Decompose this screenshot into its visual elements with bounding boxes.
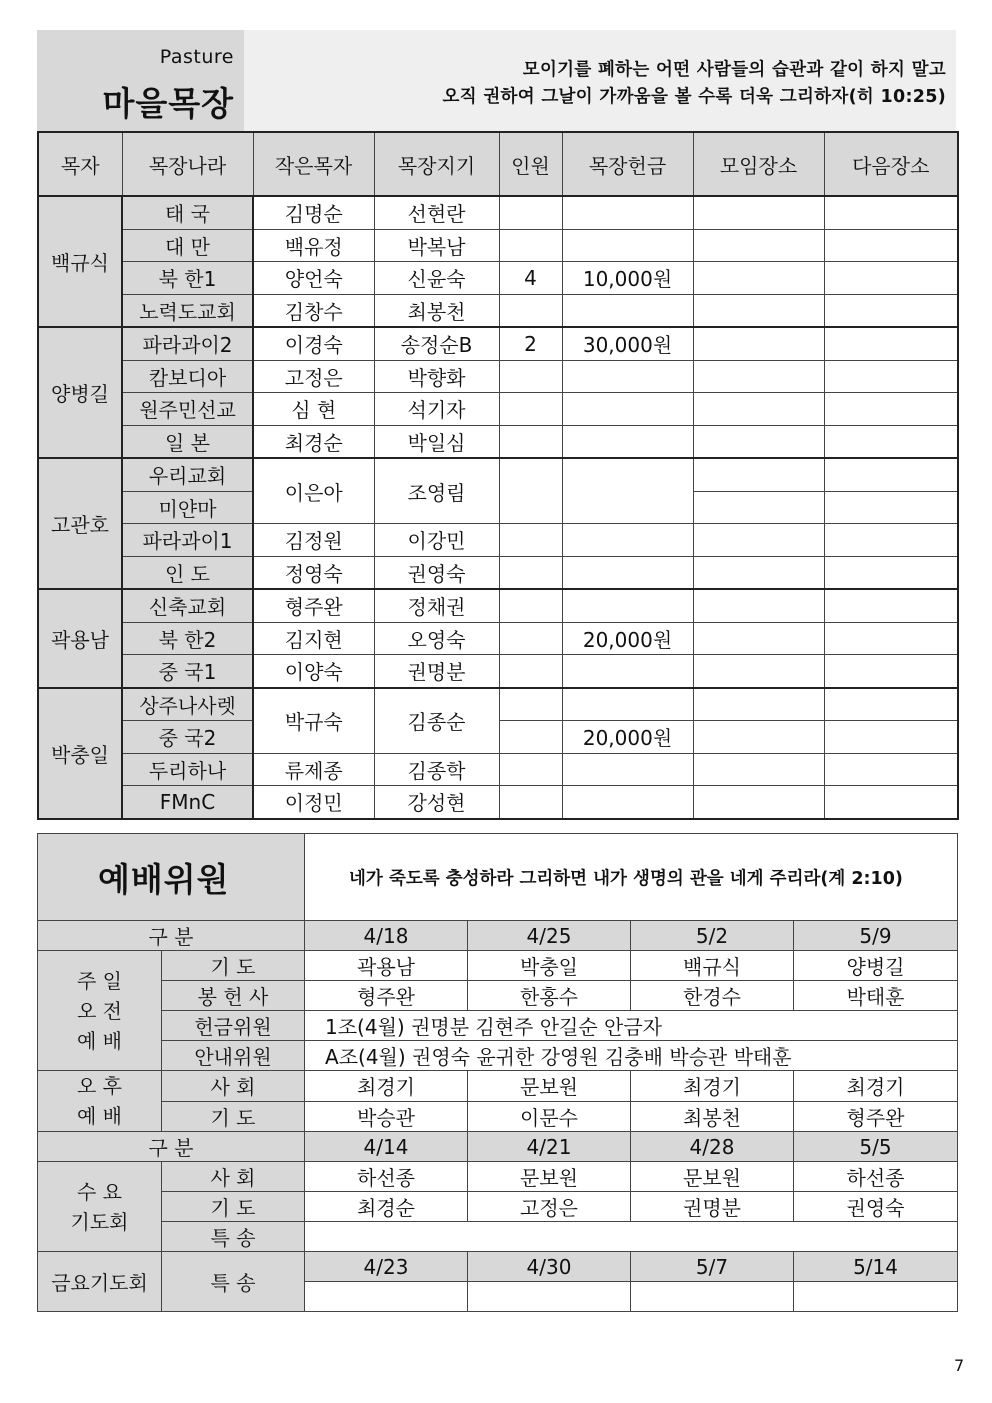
small-pastor-cell: 박규숙 bbox=[253, 688, 374, 754]
header-cell: 목장지기 bbox=[374, 132, 499, 196]
worship-table bbox=[37, 833, 958, 1312]
name-cell: 한홍수 bbox=[468, 981, 631, 1011]
nation-cell: 중 국2 bbox=[122, 721, 253, 754]
name-cell: 최경순 bbox=[305, 1192, 468, 1222]
next-place-cell bbox=[824, 196, 958, 229]
offering-cell bbox=[562, 524, 693, 557]
afternoon-host-row bbox=[38, 1071, 958, 1102]
header-cell: 목자 bbox=[38, 132, 122, 196]
table-row bbox=[38, 393, 958, 426]
friday-date-row bbox=[38, 1252, 958, 1282]
keeper-cell: 박향화 bbox=[374, 360, 499, 393]
next-place-cell bbox=[824, 393, 958, 426]
header-cell: 목장나라 bbox=[122, 132, 253, 196]
next-place-cell bbox=[824, 327, 958, 360]
offering-cell bbox=[562, 556, 693, 589]
meeting-place-cell bbox=[693, 655, 824, 688]
verse-line-2: 오직 권하여 그날이 가까움을 볼 수록 더욱 그리하자(히 10:25) bbox=[442, 87, 946, 107]
name-cell: 형주완 bbox=[305, 981, 468, 1011]
date-cell: 5/5 bbox=[794, 1132, 958, 1162]
table-row bbox=[38, 327, 958, 360]
name-cell: 권명분 bbox=[631, 1192, 794, 1222]
count-cell bbox=[499, 556, 562, 589]
count-cell bbox=[499, 294, 562, 327]
next-place-cell bbox=[824, 655, 958, 688]
name-cell: 박태훈 bbox=[794, 981, 958, 1011]
empty-cell bbox=[794, 1282, 958, 1312]
count-cell bbox=[499, 393, 562, 426]
pasture-table bbox=[37, 131, 959, 820]
small-pastor-cell: 이은아 bbox=[253, 458, 374, 524]
division-label: 구 분 bbox=[38, 921, 305, 951]
offering-cell bbox=[562, 786, 693, 819]
next-place-cell bbox=[824, 622, 958, 655]
keeper-cell: 권영숙 bbox=[374, 556, 499, 589]
sunday-group-label bbox=[38, 951, 162, 1071]
date-cell: 4/18 bbox=[305, 921, 468, 951]
keeper-cell: 오영숙 bbox=[374, 622, 499, 655]
meeting-place-cell bbox=[693, 327, 824, 360]
next-place-cell bbox=[824, 229, 958, 262]
page-number: 7 bbox=[954, 1356, 965, 1375]
meeting-place-cell bbox=[693, 721, 824, 754]
count-cell bbox=[499, 524, 562, 557]
meeting-place-cell bbox=[693, 491, 824, 524]
friday-group-label: 금요기도회 bbox=[38, 1252, 162, 1312]
nation-cell: 태 국 bbox=[122, 196, 253, 229]
nation-cell: 인 도 bbox=[122, 556, 253, 589]
date-cell: 4/23 bbox=[305, 1252, 468, 1282]
table-row bbox=[38, 196, 958, 229]
name-cell: 박승관 bbox=[305, 1101, 468, 1132]
table-row bbox=[38, 229, 958, 262]
small-pastor-cell: 류제종 bbox=[253, 753, 374, 786]
offering-cell bbox=[562, 688, 693, 721]
table-row bbox=[38, 753, 958, 786]
afternoon-group-text: 오 후 예 배 bbox=[77, 1074, 122, 1128]
row-label: 사 회 bbox=[162, 1071, 305, 1102]
count-cell bbox=[499, 786, 562, 819]
meeting-place-cell bbox=[693, 360, 824, 393]
offering-cell bbox=[562, 589, 693, 622]
next-place-cell bbox=[824, 524, 958, 557]
nation-cell: 파라과이2 bbox=[122, 327, 253, 360]
meeting-place-cell bbox=[693, 262, 824, 295]
empty-cell bbox=[305, 1282, 468, 1312]
meeting-place-cell bbox=[693, 393, 824, 426]
keeper-cell: 석기자 bbox=[374, 393, 499, 426]
name-cell: 양병길 bbox=[794, 951, 958, 981]
subtitle-en: Pasture bbox=[159, 46, 234, 68]
next-place-cell bbox=[824, 556, 958, 589]
date-cell: 4/21 bbox=[468, 1132, 631, 1162]
table-row bbox=[38, 524, 958, 557]
meeting-place-cell bbox=[693, 589, 824, 622]
name-cell: 하선종 bbox=[305, 1162, 468, 1192]
next-place-cell bbox=[824, 294, 958, 327]
next-place-cell bbox=[824, 360, 958, 393]
pastor-cell: 백규식 bbox=[38, 196, 122, 327]
count-cell bbox=[499, 589, 562, 622]
small-pastor-cell: 최경순 bbox=[253, 425, 374, 458]
meeting-place-cell bbox=[693, 753, 824, 786]
small-pastor-cell: 백유정 bbox=[253, 229, 374, 262]
small-pastor-cell: 김창수 bbox=[253, 294, 374, 327]
offering-cell bbox=[562, 655, 693, 688]
date-cell: 5/7 bbox=[631, 1252, 794, 1282]
name-cell: 최경기 bbox=[305, 1071, 468, 1102]
header-cell: 모임장소 bbox=[693, 132, 824, 196]
small-pastor-cell: 형주완 bbox=[253, 589, 374, 622]
count-cell bbox=[499, 360, 562, 393]
header-cell: 인원 bbox=[499, 132, 562, 196]
offering-cell bbox=[562, 294, 693, 327]
keeper-cell: 신윤숙 bbox=[374, 262, 499, 295]
offering-cell: 10,000원 bbox=[562, 262, 693, 295]
table-row bbox=[38, 655, 958, 688]
count-cell: 2 bbox=[499, 327, 562, 360]
offering-cell bbox=[562, 196, 693, 229]
offering-cell bbox=[562, 393, 693, 426]
nation-cell: 노력도교회 bbox=[122, 294, 253, 327]
offering-committee-row bbox=[38, 1011, 958, 1041]
table-row bbox=[38, 556, 958, 589]
sunday-offerer-row bbox=[38, 981, 958, 1011]
offering-cell: 20,000원 bbox=[562, 721, 693, 754]
nation-cell: 대 만 bbox=[122, 229, 253, 262]
wednesday-special-row bbox=[38, 1222, 958, 1252]
worship-verse: 네가 죽도록 충성하라 그리하면 내가 생명의 관을 네게 주리라(계 2:10) bbox=[349, 868, 903, 889]
table-row bbox=[38, 262, 958, 295]
worship-title-cell bbox=[38, 834, 305, 921]
count-cell bbox=[499, 721, 562, 754]
meeting-place-cell bbox=[693, 458, 824, 491]
small-pastor-cell: 이정민 bbox=[253, 786, 374, 819]
row-label: 봉 헌 사 bbox=[162, 981, 305, 1011]
afternoon-prayer-row bbox=[38, 1101, 958, 1132]
usher-committee: A조(4월) 권영숙 윤귀한 강영원 김충배 박승관 박태훈 bbox=[305, 1041, 958, 1071]
wednesday-date-row bbox=[38, 1132, 958, 1162]
small-pastor-cell: 양언숙 bbox=[253, 262, 374, 295]
offering-cell bbox=[562, 360, 693, 393]
name-cell: 한경수 bbox=[631, 981, 794, 1011]
nation-cell: FMnC bbox=[122, 786, 253, 819]
date-cell: 4/28 bbox=[631, 1132, 794, 1162]
pastor-cell: 곽용남 bbox=[38, 589, 122, 688]
date-cell: 5/14 bbox=[794, 1252, 958, 1282]
keeper-cell: 선현란 bbox=[374, 196, 499, 229]
nation-cell: 미얀마 bbox=[122, 491, 253, 524]
sunday-group-text: 주 일 오 전 예 배 bbox=[77, 968, 122, 1053]
next-place-cell bbox=[824, 721, 958, 754]
keeper-cell: 강성현 bbox=[374, 786, 499, 819]
nation-cell: 우리교회 bbox=[122, 458, 253, 491]
count-cell bbox=[499, 196, 562, 229]
nation-cell: 캄보디아 bbox=[122, 360, 253, 393]
offering-cell: 20,000원 bbox=[562, 622, 693, 655]
meeting-place-cell bbox=[693, 196, 824, 229]
row-label: 기 도 bbox=[162, 951, 305, 981]
wednesday-group-label bbox=[38, 1162, 162, 1252]
row-label: 기 도 bbox=[162, 1192, 305, 1222]
next-place-cell bbox=[824, 688, 958, 721]
header-cell: 목장헌금 bbox=[562, 132, 693, 196]
usher-row bbox=[38, 1041, 958, 1071]
row-label: 특 송 bbox=[162, 1252, 305, 1312]
nation-cell: 원주민선교 bbox=[122, 393, 253, 426]
page-title: 마을목장 bbox=[102, 84, 234, 123]
next-place-cell bbox=[824, 458, 958, 491]
wednesday-group-text: 수 요 기도회 bbox=[70, 1179, 129, 1234]
nation-cell: 두리하나 bbox=[122, 753, 253, 786]
date-cell: 5/2 bbox=[631, 921, 794, 951]
small-pastor-cell: 김정원 bbox=[253, 524, 374, 557]
pastor-cell: 고관호 bbox=[38, 458, 122, 589]
offering-committee: 1조(4월) 권명분 김현주 안길순 안금자 bbox=[305, 1011, 958, 1041]
name-cell: 문보원 bbox=[631, 1162, 794, 1192]
meeting-place-cell bbox=[693, 294, 824, 327]
header-cell: 작은목자 bbox=[253, 132, 374, 196]
next-place-cell bbox=[824, 589, 958, 622]
name-cell: 곽용남 bbox=[305, 951, 468, 981]
count-cell bbox=[499, 622, 562, 655]
wednesday-prayer-row bbox=[38, 1192, 958, 1222]
name-cell: 최봉천 bbox=[631, 1101, 794, 1132]
worship-verse-cell bbox=[305, 834, 958, 921]
next-place-cell bbox=[824, 262, 958, 295]
keeper-cell: 박일심 bbox=[374, 425, 499, 458]
keeper-cell: 권명분 bbox=[374, 655, 499, 688]
row-label: 기 도 bbox=[162, 1101, 305, 1132]
count-cell: 4 bbox=[499, 262, 562, 295]
count-cell bbox=[499, 425, 562, 458]
offering-cell bbox=[562, 753, 693, 786]
nation-cell: 상주나사렛 bbox=[122, 688, 253, 721]
name-cell: 최경기 bbox=[631, 1071, 794, 1102]
verse-line-1: 모이기를 폐하는 어떤 사람들의 습관과 같이 하지 말고 bbox=[522, 60, 946, 80]
keeper-cell: 김종학 bbox=[374, 753, 499, 786]
row-label: 안내위원 bbox=[162, 1041, 305, 1071]
row-label: 헌금위원 bbox=[162, 1011, 305, 1041]
pastor-cell: 양병길 bbox=[38, 327, 122, 458]
page-header bbox=[37, 30, 956, 131]
row-label: 특 송 bbox=[162, 1222, 305, 1252]
small-pastor-cell: 이경숙 bbox=[253, 327, 374, 360]
offering-cell bbox=[562, 229, 693, 262]
name-cell: 형주완 bbox=[794, 1101, 958, 1132]
table-row bbox=[38, 786, 958, 819]
name-cell: 문보원 bbox=[468, 1162, 631, 1192]
keeper-cell: 송정순B bbox=[374, 327, 499, 360]
keeper-cell: 박복남 bbox=[374, 229, 499, 262]
keeper-cell: 조영림 bbox=[374, 458, 499, 524]
name-cell: 권영숙 bbox=[794, 1192, 958, 1222]
keeper-cell: 정채권 bbox=[374, 589, 499, 622]
date-cell: 4/30 bbox=[468, 1252, 631, 1282]
meeting-place-cell bbox=[693, 229, 824, 262]
worship-title: 예배위원 bbox=[98, 859, 230, 899]
header-cell: 다음장소 bbox=[824, 132, 958, 196]
afternoon-group-label bbox=[38, 1071, 162, 1132]
offering-cell: 30,000원 bbox=[562, 327, 693, 360]
keeper-cell: 이강민 bbox=[374, 524, 499, 557]
meeting-place-cell bbox=[693, 688, 824, 721]
meeting-place-cell bbox=[693, 425, 824, 458]
table-row bbox=[38, 589, 958, 622]
sunday-date-row bbox=[38, 921, 958, 951]
table-row bbox=[38, 360, 958, 393]
empty-cell bbox=[468, 1282, 631, 1312]
small-pastor-cell: 이양숙 bbox=[253, 655, 374, 688]
date-cell: 4/25 bbox=[468, 921, 631, 951]
next-place-cell bbox=[824, 753, 958, 786]
small-pastor-cell: 심 현 bbox=[253, 393, 374, 426]
next-place-cell bbox=[824, 425, 958, 458]
name-cell: 백규식 bbox=[631, 951, 794, 981]
title-box bbox=[37, 30, 244, 131]
count-cell bbox=[499, 753, 562, 786]
name-cell: 이문수 bbox=[468, 1101, 631, 1132]
next-place-cell bbox=[824, 786, 958, 819]
table-row bbox=[38, 688, 958, 721]
next-place-cell bbox=[824, 491, 958, 524]
small-pastor-cell: 김명순 bbox=[253, 196, 374, 229]
name-cell: 최경기 bbox=[794, 1071, 958, 1102]
name-cell: 문보원 bbox=[468, 1071, 631, 1102]
offering-cell bbox=[562, 458, 693, 524]
nation-cell: 일 본 bbox=[122, 425, 253, 458]
small-pastor-cell: 고정은 bbox=[253, 360, 374, 393]
table-header-row bbox=[38, 132, 958, 196]
table-row bbox=[38, 425, 958, 458]
table-row bbox=[38, 622, 958, 655]
meeting-place-cell bbox=[693, 622, 824, 655]
count-cell bbox=[499, 458, 562, 524]
nation-cell: 중 국1 bbox=[122, 655, 253, 688]
nation-cell: 신축교회 bbox=[122, 589, 253, 622]
empty-cell bbox=[305, 1222, 958, 1252]
sunday-prayer-row bbox=[38, 951, 958, 981]
meeting-place-cell bbox=[693, 556, 824, 589]
nation-cell: 북 한2 bbox=[122, 622, 253, 655]
small-pastor-cell: 정영숙 bbox=[253, 556, 374, 589]
pastor-cell: 박충일 bbox=[38, 688, 122, 819]
name-cell: 박충일 bbox=[468, 951, 631, 981]
keeper-cell: 최봉천 bbox=[374, 294, 499, 327]
keeper-cell: 김종순 bbox=[374, 688, 499, 754]
count-cell bbox=[499, 688, 562, 721]
empty-cell bbox=[631, 1282, 794, 1312]
offering-cell bbox=[562, 425, 693, 458]
date-cell: 5/9 bbox=[794, 921, 958, 951]
table-row bbox=[38, 294, 958, 327]
date-cell: 4/14 bbox=[305, 1132, 468, 1162]
count-cell bbox=[499, 655, 562, 688]
row-label: 사 회 bbox=[162, 1162, 305, 1192]
wednesday-host-row bbox=[38, 1162, 958, 1192]
meeting-place-cell bbox=[693, 786, 824, 819]
nation-cell: 파라과이1 bbox=[122, 524, 253, 557]
nation-cell: 북 한1 bbox=[122, 262, 253, 295]
division-label: 구 분 bbox=[38, 1132, 305, 1162]
meeting-place-cell bbox=[693, 524, 824, 557]
small-pastor-cell: 김지현 bbox=[253, 622, 374, 655]
name-cell: 하선종 bbox=[794, 1162, 958, 1192]
table-row bbox=[38, 458, 958, 491]
count-cell bbox=[499, 229, 562, 262]
name-cell: 고정은 bbox=[468, 1192, 631, 1222]
